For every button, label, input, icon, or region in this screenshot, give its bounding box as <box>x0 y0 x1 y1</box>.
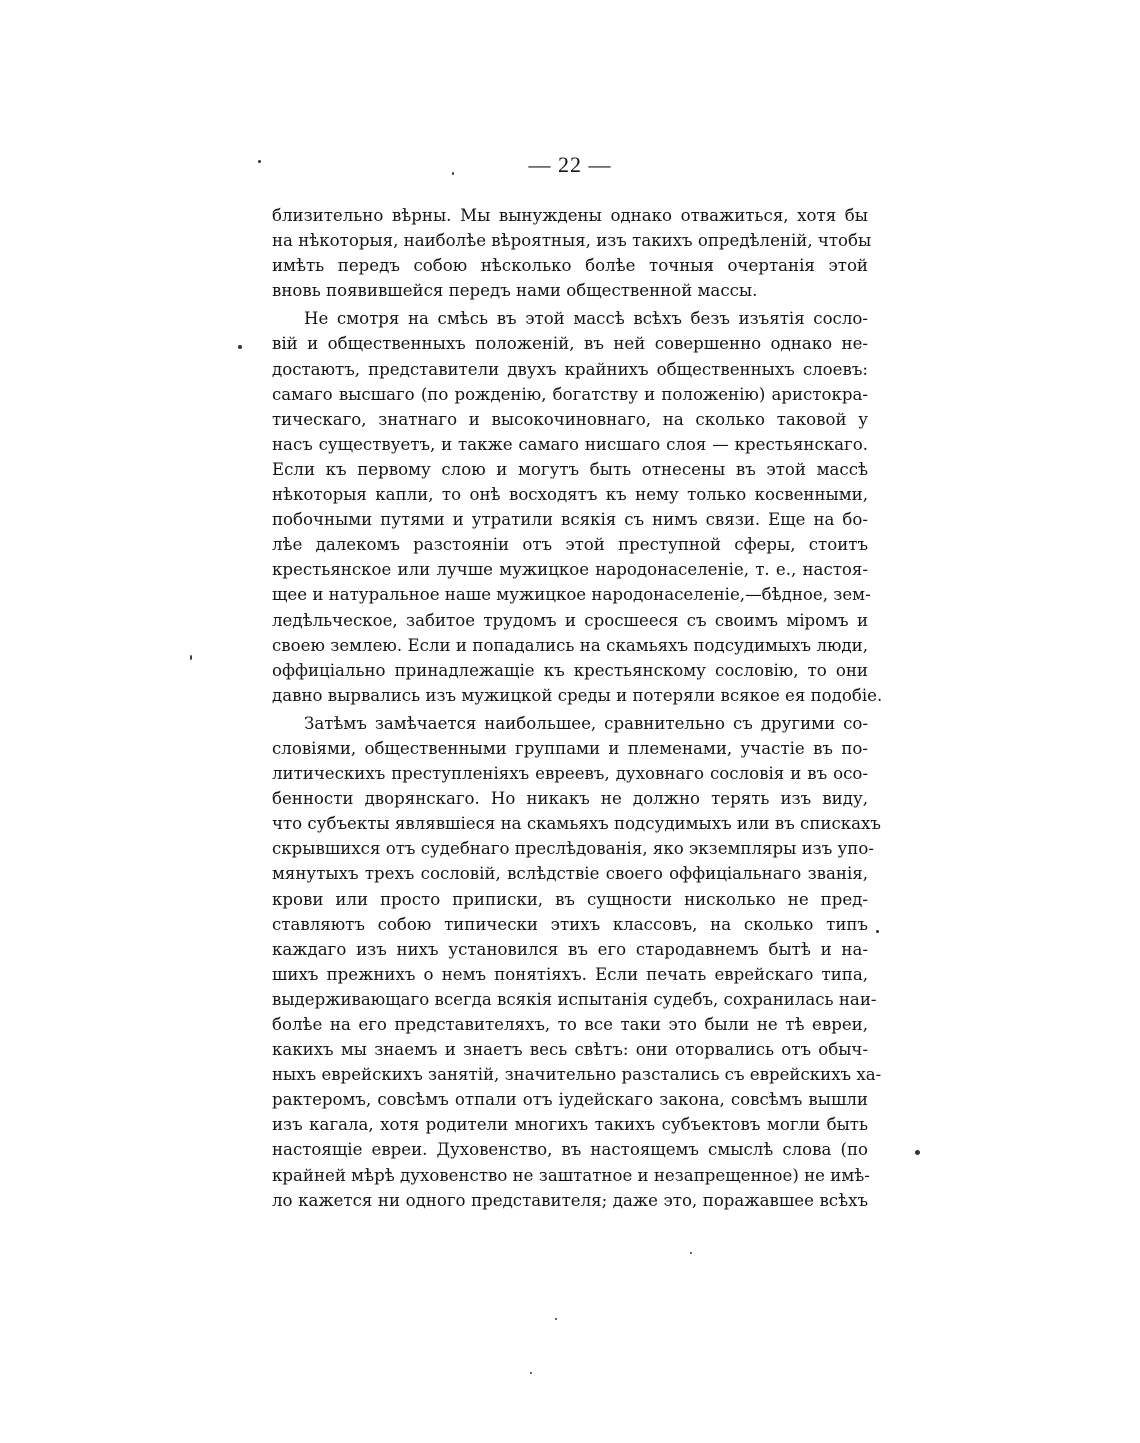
text-line: ло кажется ни одного представителя; даже это, поражавшее всѣхъ <box>272 1190 868 1210</box>
text-line: бенности дворянскаго. Но никакъ не должно терять изъ виду, <box>272 789 868 809</box>
text-line: болѣе на его представителяхъ, то все таки это были не тѣ евреи, <box>272 1015 868 1034</box>
scan-speck <box>238 345 242 349</box>
page-number: — 22 — <box>528 152 612 177</box>
text-line: ныхъ еврейскихъ занятій, значительно разстались съ еврейскихъ ха- <box>272 1065 882 1085</box>
text-line: тическаго, знатнаго и высокочиновнаго, на сколько таковой у <box>272 409 868 429</box>
text-line: оффиціально принадлежащіе къ крестьянскому сословію, то они <box>272 660 868 680</box>
text-line: нѣкоторыя капли, то онѣ восходятъ къ нему только косвенными, <box>272 485 868 505</box>
scan-speck <box>258 160 261 163</box>
text-line: ставляютъ собою типически этихъ классовъ, на сколько типъ <box>272 914 868 934</box>
scan-speck <box>555 1318 557 1320</box>
text-line: крестьянское или лучше мужицкое народонаселеніе, т. е., настоя- <box>272 560 868 580</box>
scan-speck <box>915 1150 920 1155</box>
text-line: словіями, общественными группами и племенами, участіе въ по- <box>272 738 868 758</box>
text-line: какихъ мы знаемъ и знаетъ весь свѣтъ: они оторвались отъ обыч- <box>272 1040 868 1060</box>
scan-speck <box>190 655 192 660</box>
text-line: самаго высшаго (по рожденію, богатству и положенію) аристокра- <box>272 384 868 404</box>
text-line: настоящіе евреи. Духовенство, въ настоящемъ смыслѣ слова (по <box>272 1140 868 1160</box>
text-line: насъ существуетъ, и также самаго нисшаго слоя — крестьянскаго. <box>272 434 868 454</box>
text-line: литическихъ преступленіяхъ евреевъ, духовнаго сословія и въ осо- <box>272 764 868 784</box>
text-line: своею землею. Если и попадались на скамьяхъ подсудимыхъ люди, <box>272 635 868 655</box>
text-line: крови или просто приписки, въ сущности нисколько не пред- <box>272 889 868 909</box>
scan-speck <box>452 172 454 175</box>
body-text <box>272 203 883 1216</box>
text-line: Не смотря на смѣсь въ этой массѣ всѣхъ безъ изъятія сосло- <box>304 309 868 329</box>
paragraph-1 <box>272 203 872 303</box>
text-line: Затѣмъ замѣчается наибольшее, сравнительно съ другими со- <box>304 713 868 733</box>
text-line: каждаго изъ нихъ установился въ его стародавнемъ бытѣ и на- <box>272 939 868 959</box>
text-line: выдерживающаго всегда всякія испытанія судебъ, сохранилась наи- <box>272 989 877 1009</box>
text-line: вновь появившейся передъ нами общественной массы. <box>272 281 758 301</box>
scan-speck <box>530 1372 532 1374</box>
paragraph-3 <box>272 711 882 1213</box>
text-line: побочными путями и утратили всякія съ нимъ связи. Еще на бо- <box>272 510 868 530</box>
text-line: на нѣкоторыя, наиболѣе вѣроятныя, изъ такихъ опредѣленій, чтобы <box>272 231 872 251</box>
text-line: мянутыхъ трехъ сословій, вслѣдствіе своего оффиціальнаго званія, <box>272 864 868 884</box>
text-line: щее и натуральное наше мужицкое народонаселеніе,—бѣдное, зем- <box>272 585 871 605</box>
text-line: давно вырвались изъ мужицкой среды и потеряли всякое ея подобіе. <box>272 685 883 705</box>
text-line: достаютъ, представители двухъ крайнихъ общественныхъ слоевъ: <box>272 359 868 379</box>
text-line: ледѣльческое, забитое трудомъ и сросшееся съ своимъ міромъ и <box>272 610 868 630</box>
text-line: крайней мѣрѣ духовенство не заштатное и незапрещенное) не имѣ- <box>272 1165 870 1185</box>
text-line: рактеромъ, совсѣмъ отпали отъ іудейскаго закона, совсѣмъ вышли <box>272 1090 868 1110</box>
text-line: что субъекты являвшіеся на скамьяхъ подсудимыхъ или въ спискахъ <box>272 814 881 834</box>
text-line: лѣе далекомъ разстояніи отъ этой преступной сферы, стоитъ <box>272 535 868 555</box>
text-line: изъ кагала, хотя родители многихъ такихъ субъектовъ могли быть <box>272 1115 868 1135</box>
text-line: вій и общественныхъ положеній, въ ней совершенно однако не- <box>272 334 868 354</box>
text-line: близительно вѣрны. Мы вынуждены однако отважиться, хотя бы <box>272 206 868 225</box>
paragraph-2 <box>272 306 883 708</box>
scan-speck <box>876 930 879 933</box>
text-line: Если къ первому слою и могутъ быть отнесены въ этой массѣ <box>272 459 868 479</box>
text-line: имѣть передъ собою нѣсколько болѣе точныя очертанія этой <box>272 256 868 276</box>
text-line: шихъ прежнихъ о немъ понятіяхъ. Если печать еврейскаго типа, <box>272 964 868 984</box>
text-line: скрывшихся отъ судебнаго преслѣдованія, яко экземпляры изъ упо- <box>272 839 874 859</box>
scan-speck <box>690 1252 692 1254</box>
